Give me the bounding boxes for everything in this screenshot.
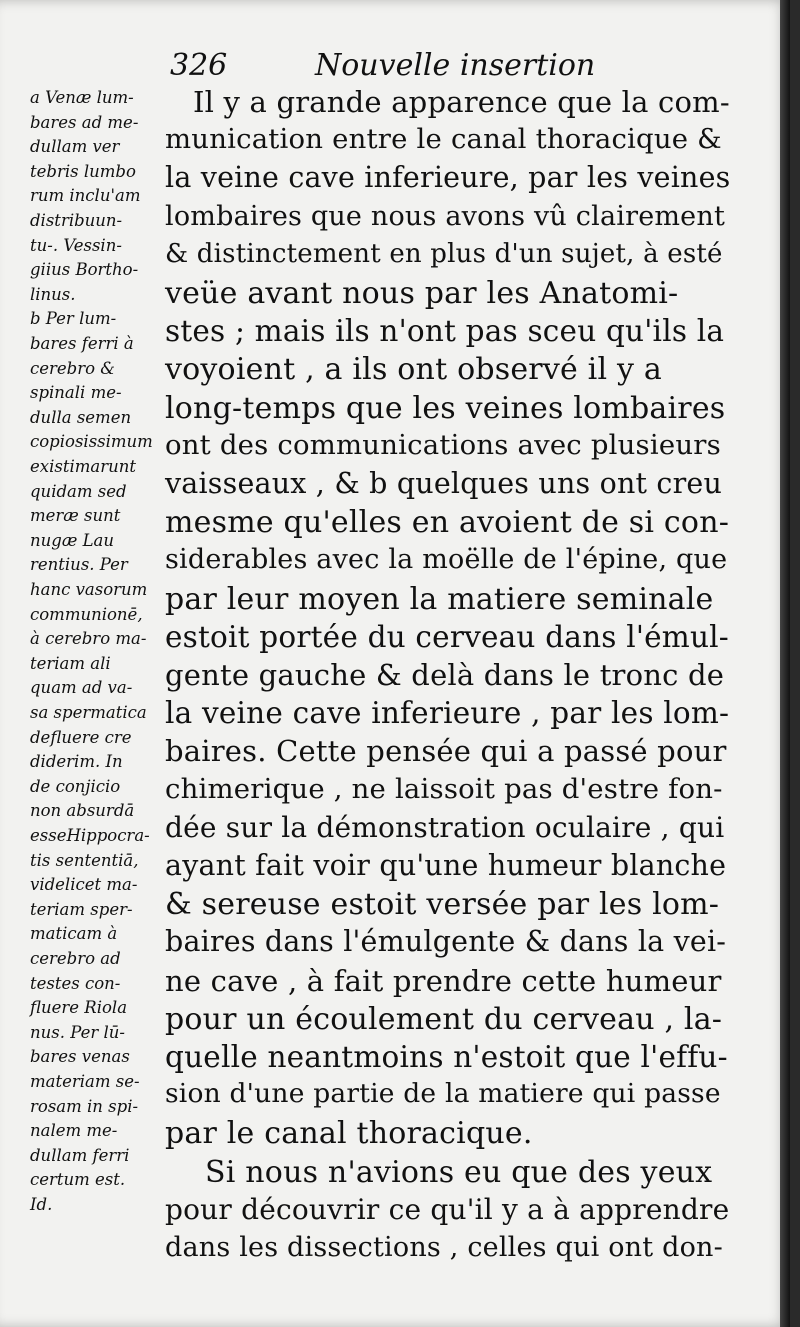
body-line: pour découvrir ce qu'il y a à apprendre (165, 1192, 730, 1226)
body-line: mesme qu'elles en avoient de si con- (165, 505, 730, 541)
body-line: estoit portée du cerveau dans l'émul- (165, 619, 729, 654)
margin-note-line: existimarunt (30, 457, 136, 476)
body-line: long-temps que les veines lombaires (165, 390, 726, 426)
margin-note-line: b Per lum- (30, 309, 117, 329)
margin-note-line: Id. (30, 1195, 53, 1214)
body-line: & sereuse estoit versée par les lom- (165, 887, 720, 923)
margin-note-line: maticam à (30, 924, 118, 944)
body-line: stes ; mais ils n'ont pas sceu qu'ils la (165, 314, 725, 349)
body-line: & distinctement en plus d'un sujet, à esté (165, 238, 723, 269)
body-line: chimerique , ne laissoit pas d'estre fon- (165, 772, 723, 805)
margin-note-line: testes con- (30, 973, 121, 993)
margin-note-line: communionē, (30, 604, 143, 624)
margin-note-line: spinali me- (30, 383, 122, 403)
body-line: ayant fait voir qu'une humeur blanche (165, 849, 727, 882)
margin-note-line: non absurdā (30, 801, 135, 821)
margin-note-line: tebris lumbo (30, 161, 136, 181)
margin-note-line: rum inclu'am (30, 186, 141, 206)
margin-note-line: materiam se- (30, 1072, 140, 1091)
margin-note-line: copiosissimum (30, 432, 153, 452)
running-title: Nouvelle insertion (315, 48, 596, 83)
body-line: ont des communications avec plusieurs (165, 428, 721, 461)
body-line: quelle neantmoins n'estoit que l'effu- (165, 1040, 728, 1074)
margin-note-line: cerebro & (30, 358, 115, 378)
body-line: ne cave , à fait prendre cette humeur (165, 963, 722, 998)
page-header (170, 48, 730, 88)
body-line: pour un écoulement du cerveau , la- (165, 1001, 723, 1037)
body-line: veüe avant nous par les Anatomi- (165, 276, 679, 311)
margin-note-line: videlicet ma- (30, 875, 138, 895)
body-line: voyoient , a ils ont observé il y a (165, 352, 662, 388)
margin-note-line: nalem me- (30, 1121, 118, 1141)
margin-note-line: meræ sunt (30, 506, 121, 526)
body-line: baires dans l'émulgente & dans la vei- (165, 925, 727, 959)
body-line: vaisseaux , & b quelques uns ont creu (165, 467, 723, 500)
body-line: dée sur la démonstration oculaire , qui (165, 810, 725, 844)
margin-note-line: dullam ver (30, 137, 120, 157)
margin-note-line: à cerebro ma- (30, 629, 147, 649)
margin-note-line: quam ad va- (30, 678, 133, 698)
margin-note-line: de conjicio (30, 776, 121, 796)
page-number: 326 (170, 48, 228, 83)
margin-note-line: bares venas (30, 1047, 130, 1067)
body-line: par leur moyen la matiere seminale (165, 581, 714, 617)
margin-note-line: dulla semen (30, 407, 132, 427)
margin-note-line: certum est. (30, 1170, 126, 1190)
margin-note-line: rentius. Per (30, 555, 128, 575)
margin-note-line: esseHippocra- (30, 826, 150, 845)
margin-note-line: fluere Riola (30, 998, 128, 1018)
margin-note-line: dullam ferri (30, 1145, 130, 1165)
margin-note-line: linus. (30, 284, 76, 304)
body-line: sion d'une partie de la matiere qui passe (165, 1078, 721, 1110)
margin-note-line: quidam sed (30, 481, 127, 501)
margin-note-line: distribuun- (30, 211, 123, 230)
margin-note-line: diderim. In (30, 752, 123, 772)
margin-note-line: teriam ali (30, 653, 111, 673)
body-line: siderables avec la moëlle de l'épine, que (165, 544, 728, 576)
margin-note-line: teriam sper- (30, 899, 133, 919)
body-line: Si nous n'avions eu que des yeux (205, 1154, 713, 1190)
margin-note-line: hanc vasorum (30, 580, 148, 599)
body-line: gente gauche & delà dans le tronc de (165, 658, 725, 692)
body-line: baires. Cette pensée qui a passé pour (165, 734, 727, 769)
body-line: munication entre le canal thoracique & (165, 123, 722, 156)
margin-note-line: nugæ Lau (30, 530, 114, 550)
margin-note-line: giius Bortho- (30, 260, 139, 280)
margin-note-line: bares ferri à (30, 334, 134, 353)
margin-note-line: tis sententiā, (30, 850, 139, 870)
margin-note-line: a Venæ lum- (30, 88, 134, 107)
margin-note-line: sa spermatica (30, 703, 147, 722)
body-line: la veine cave inferieure , par les lom- (165, 696, 730, 731)
body-line: la veine cave inferieure, par les veines (165, 161, 731, 195)
body-line: Il y a grande apparence que la com- (193, 85, 730, 119)
margin-note-line: tu-. Vessin- (30, 235, 122, 255)
margin-note-line: nus. Per lū- (30, 1022, 125, 1042)
margin-note-line: cerebro ad (30, 949, 121, 968)
page-edge-shadow (780, 0, 790, 1327)
margin-note-line: bares ad me- (30, 112, 139, 132)
margin-note-line: defluere cre (30, 727, 132, 747)
margin-note-line: rosam in spi- (30, 1096, 139, 1116)
body-line: lombaires que nous avons vû clairement (165, 200, 725, 232)
body-line: dans les dissections , celles qui ont don- (165, 1232, 723, 1263)
body-line: par le canal thoracique. (165, 1116, 533, 1152)
